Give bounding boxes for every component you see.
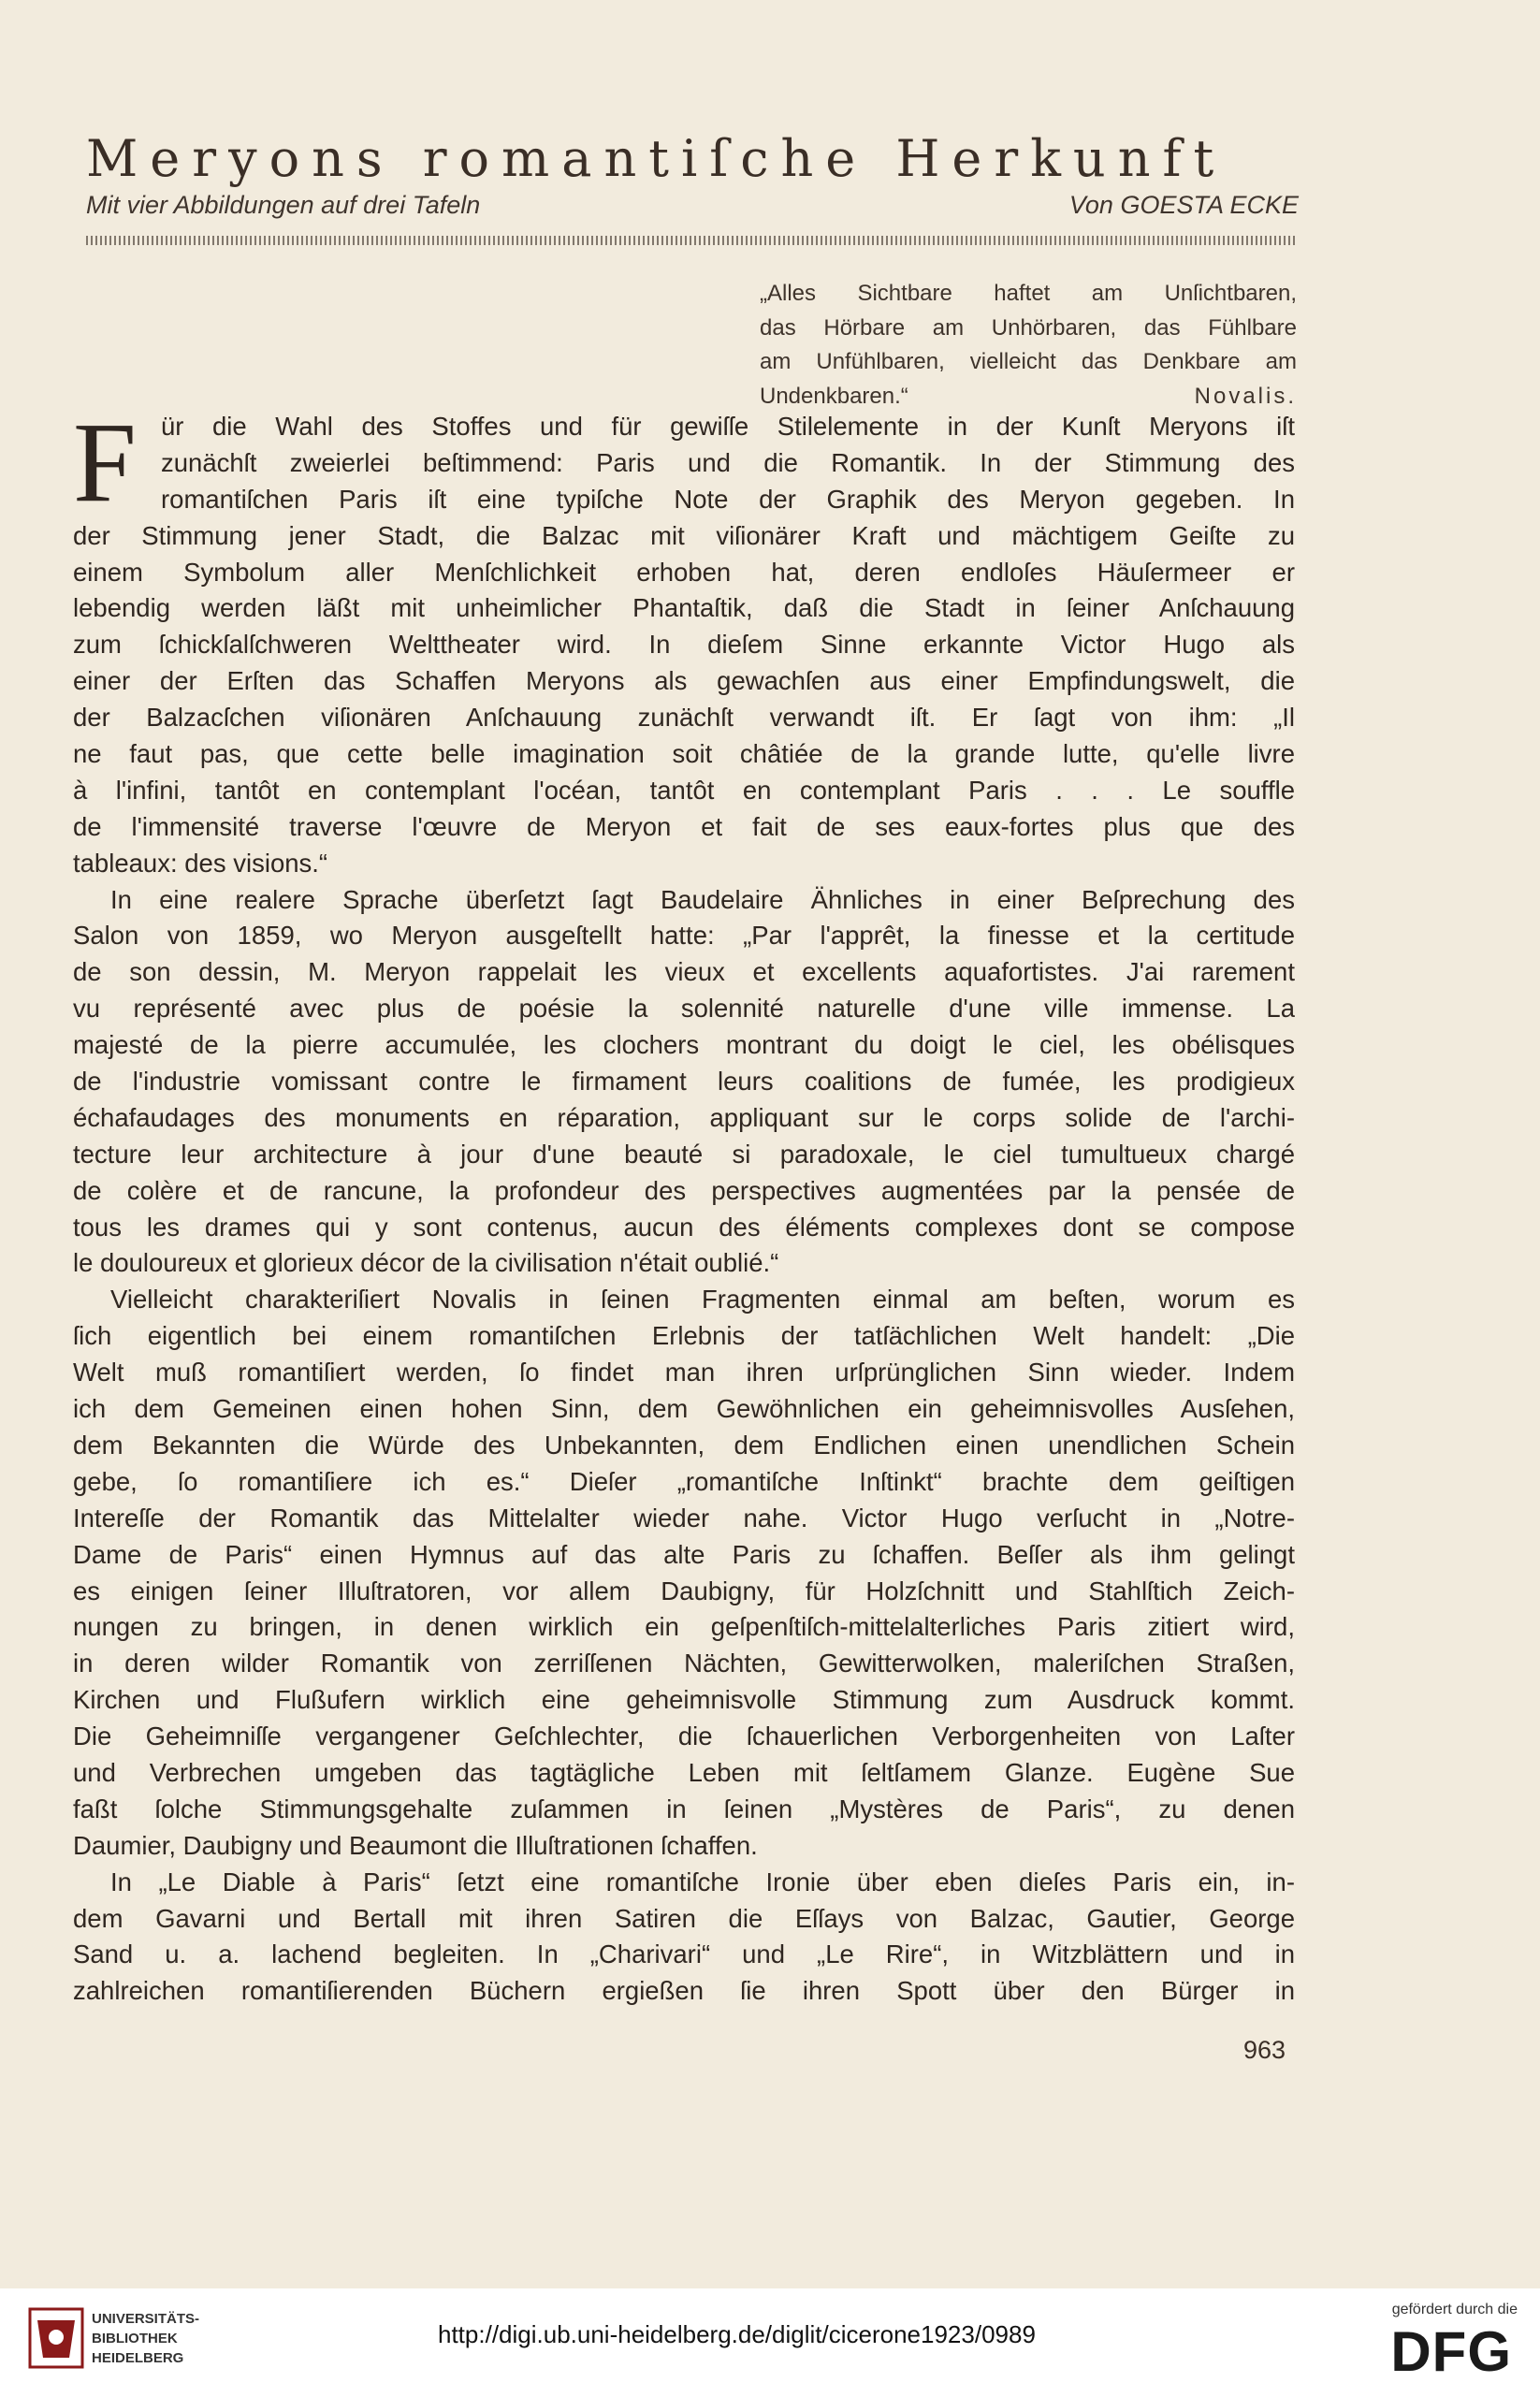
body-line: de colère et de rancune, la profondeur des perspectives augmentées par la pensée de (73, 1175, 1295, 1205)
body-line: tableaux: des visions.“ (73, 848, 328, 878)
epigraph-line: das Hörbare am Unhörbaren, das Fühlbare (760, 314, 1297, 341)
body-line: Intereſſe der Romantik das Mittelalter wieder nahe. Victor Hugo verſucht in „Notre- (73, 1503, 1295, 1533)
body-line: Dame de Paris“ einen Hymnus auf das alte Paris zu ſchaffen. Beſſer als ihm gelingt (73, 1539, 1295, 1569)
source-url-link[interactable]: http://digi.ub.uni-heidelberg.de/diglit/cicerone1923/0989 (438, 2320, 1036, 2348)
body-line: Die Geheimniſſe vergangener Geſchlechter, die ſchauerlichen Verborgenheiten von Laſter (73, 1721, 1295, 1751)
body-line: tous les drames qui y sont contenus, aucun des éléments complexes dont se compose (73, 1212, 1295, 1242)
body-line: zahlreichen romantiſierenden Büchern ergießen ſie ihren Spott über den Bürger in (73, 1976, 1295, 2006)
body-line: échafaudages des monuments en réparation, appliquant sur le corps solide de l'archi- (73, 1102, 1295, 1132)
body-line: faßt ſolche Stimmungsgehalte zuſammen in ſeinen „Mystères de Paris“, zu denen (73, 1794, 1295, 1823)
epigraph-line: Undenkbaren.“ (760, 383, 908, 409)
body-line: le douloureux et glorieux décor de la civilisation n'était oublié.“ (73, 1248, 779, 1278)
drop-cap: F (73, 400, 137, 526)
body-line: Kirchen und Flußufern wirklich eine geheimnisvolle Stimmung zum Ausdruck kommt. (73, 1685, 1295, 1715)
epigraph-line: am Unfühlbaren, vielleicht das Denkbare am (760, 349, 1297, 374)
article-body (73, 400, 1295, 2010)
body-line: de son dessin, M. Meryon rappelait les vieux et excellents aquafortistes. J'ai rarement (73, 957, 1295, 987)
body-line: ne faut pas, que cette belle imagination soit châtiée de la grande lutte, qu'elle livre (73, 739, 1295, 769)
body-line: es einigen ſeiner Illuſtratoren, vor allem Daubigny, für Holzſchnitt und Stahlſtich Zeich- (73, 1576, 1295, 1605)
body-line: und Verbrechen umgeben das tagtägliche Leben mit ſeltſamem Glanze. Eugène Sue (73, 1757, 1295, 1787)
body-line: romantiſchen Paris iſt eine typiſche Note der Graphik des Meryon gegeben. In (161, 484, 1295, 514)
title-divider (86, 236, 1295, 245)
body-line: ür die Wahl des Stoffes und für gewiſſe Stilelemente in der Kunſt Meryons iſt (161, 412, 1295, 441)
body-line: der Stimmung jener Stadt, die Balzac mit viſionärer Kraft und mächtigem Geiſte zu (73, 520, 1295, 550)
body-line: Salon von 1859, wo Meryon ausgeſtellt hatte: „Par l'apprêt, la finesse et la certitude (73, 921, 1295, 951)
body-line: dem Gavarni und Bertall mit ihren Satiren die Eſſays von Balzac, Gautier, George (73, 1903, 1295, 1933)
university-seal-icon (28, 2307, 84, 2369)
body-line: ich dem Gemeinen einen hohen Sinn, dem Gewöhnlichen ein geheimnisvolles Ausſehen, (73, 1394, 1295, 1424)
body-line: tecture leur architecture à jour d'une beauté si paradoxale, le ciel tumultueux chargé (73, 1139, 1295, 1169)
epigraph (760, 277, 1297, 414)
institution-name: UNIVERSITÄTS- BIBLIOTHEK HEIDELBERG (92, 2311, 200, 2366)
funder-caption: gefördert durch die (1391, 2302, 1518, 2317)
epigraph-attribution: Novalis. (1194, 383, 1297, 409)
article-title: Meryons romantiſche Herkunft (86, 129, 1227, 188)
body-line: Vielleicht charakteriſiert Novalis in ſeinen Fragmenten einmal am beſten, worum es (110, 1285, 1295, 1315)
body-line: de l'immensité traverse l'œuvre de Meryon et fait de ses eaux-fortes plus que des (73, 811, 1295, 841)
body-line: einer der Erſten das Schaffen Meryons als gewachſen aus einer Empfindungswelt, die (73, 666, 1295, 696)
dfg-logo: DFG (1390, 2320, 1512, 2383)
body-line: In eine realere Sprache überſetzt ſagt Baudelaire Ähnliches in einer Beſprechung des (110, 884, 1295, 914)
body-line: Sand u. a. lachend begleiten. In „Charivari“ und „Le Rire“, in Witzblättern und in (73, 1939, 1295, 1969)
body-line: vu représenté avec plus de poésie la solennité naturelle d'une ville immense. La (73, 994, 1295, 1024)
epigraph-line: „Alles Sichtbare haftet am Unſichtbaren, (760, 281, 1297, 306)
body-line: Welt muß romantiſiert werden, ſo findet man ihren urſprünglichen Sinn wieder. Indem (73, 1358, 1295, 1387)
body-line: lebendig werden läßt mit unheimlicher Phantaſtik, daß die Stadt in ſeiner Anſchauung (73, 593, 1295, 623)
body-line: gebe, ſo romantiſiere ich es.“ Dieſer „romantiſche Inſtinkt“ brachte dem geiſtigen (73, 1466, 1295, 1496)
body-line: einem Symbolum aller Menſchlichkeit erhoben hat, deren endloſes Häuſermeer er (73, 557, 1295, 587)
body-line: in deren wilder Romantik von zerriſſenen Nächten, Gewitterwolken, maleriſchen Straßen, (73, 1649, 1295, 1678)
body-line: dem Bekannten die Würde des Unbekannten, dem Endlichen einen unendlichen Schein (73, 1430, 1295, 1460)
page-number: 963 (1242, 2036, 1286, 2064)
body-line: nungen zu bringen, in denen wirklich ein geſpenſtiſch-mittelalterliches Paris zitiert wird, (73, 1612, 1295, 1642)
body-line: de l'industrie vomissant contre le firmament leurs coalitions de fumée, les prodigieux (73, 1067, 1295, 1097)
author-byline: Von GOESTA ECKE (1068, 191, 1299, 219)
body-line: zunächſt zweierlei beſtimmend: Paris und die Romantik. In der Stimmung des (161, 447, 1295, 477)
body-line: zum ſchickſalſchweren Welttheater wird. In dieſem Sinne erkannte Victor Hugo als (73, 630, 1295, 660)
body-line: Daumier, Daubigny und Beaumont die Illuſtrationen ſchaffen. (73, 1830, 758, 1860)
body-line: In „Le Diable à Paris“ ſetzt eine romantiſche Ironie über eben dieſes Paris ein, in- (110, 1867, 1295, 1896)
body-line: der Balzacſchen viſionären Anſchauung zunächſt verwandt iſt. Er ſagt von ihm: „Il (73, 703, 1295, 733)
article-subtitle: Mit vier Abbildungen auf drei Tafeln (86, 191, 481, 219)
body-line: ſich eigentlich bei einem romantiſchen Erlebnis der tatſächlichen Welt handelt: „Die (73, 1321, 1295, 1351)
body-line: à l'infini, tantôt en contemplant l'océan, tantôt en contemplant Paris . . . Le souffle (73, 775, 1295, 805)
body-line: majesté de la pierre accumulée, les clochers montrant du doigt le ciel, les obélisques (73, 1030, 1295, 1060)
